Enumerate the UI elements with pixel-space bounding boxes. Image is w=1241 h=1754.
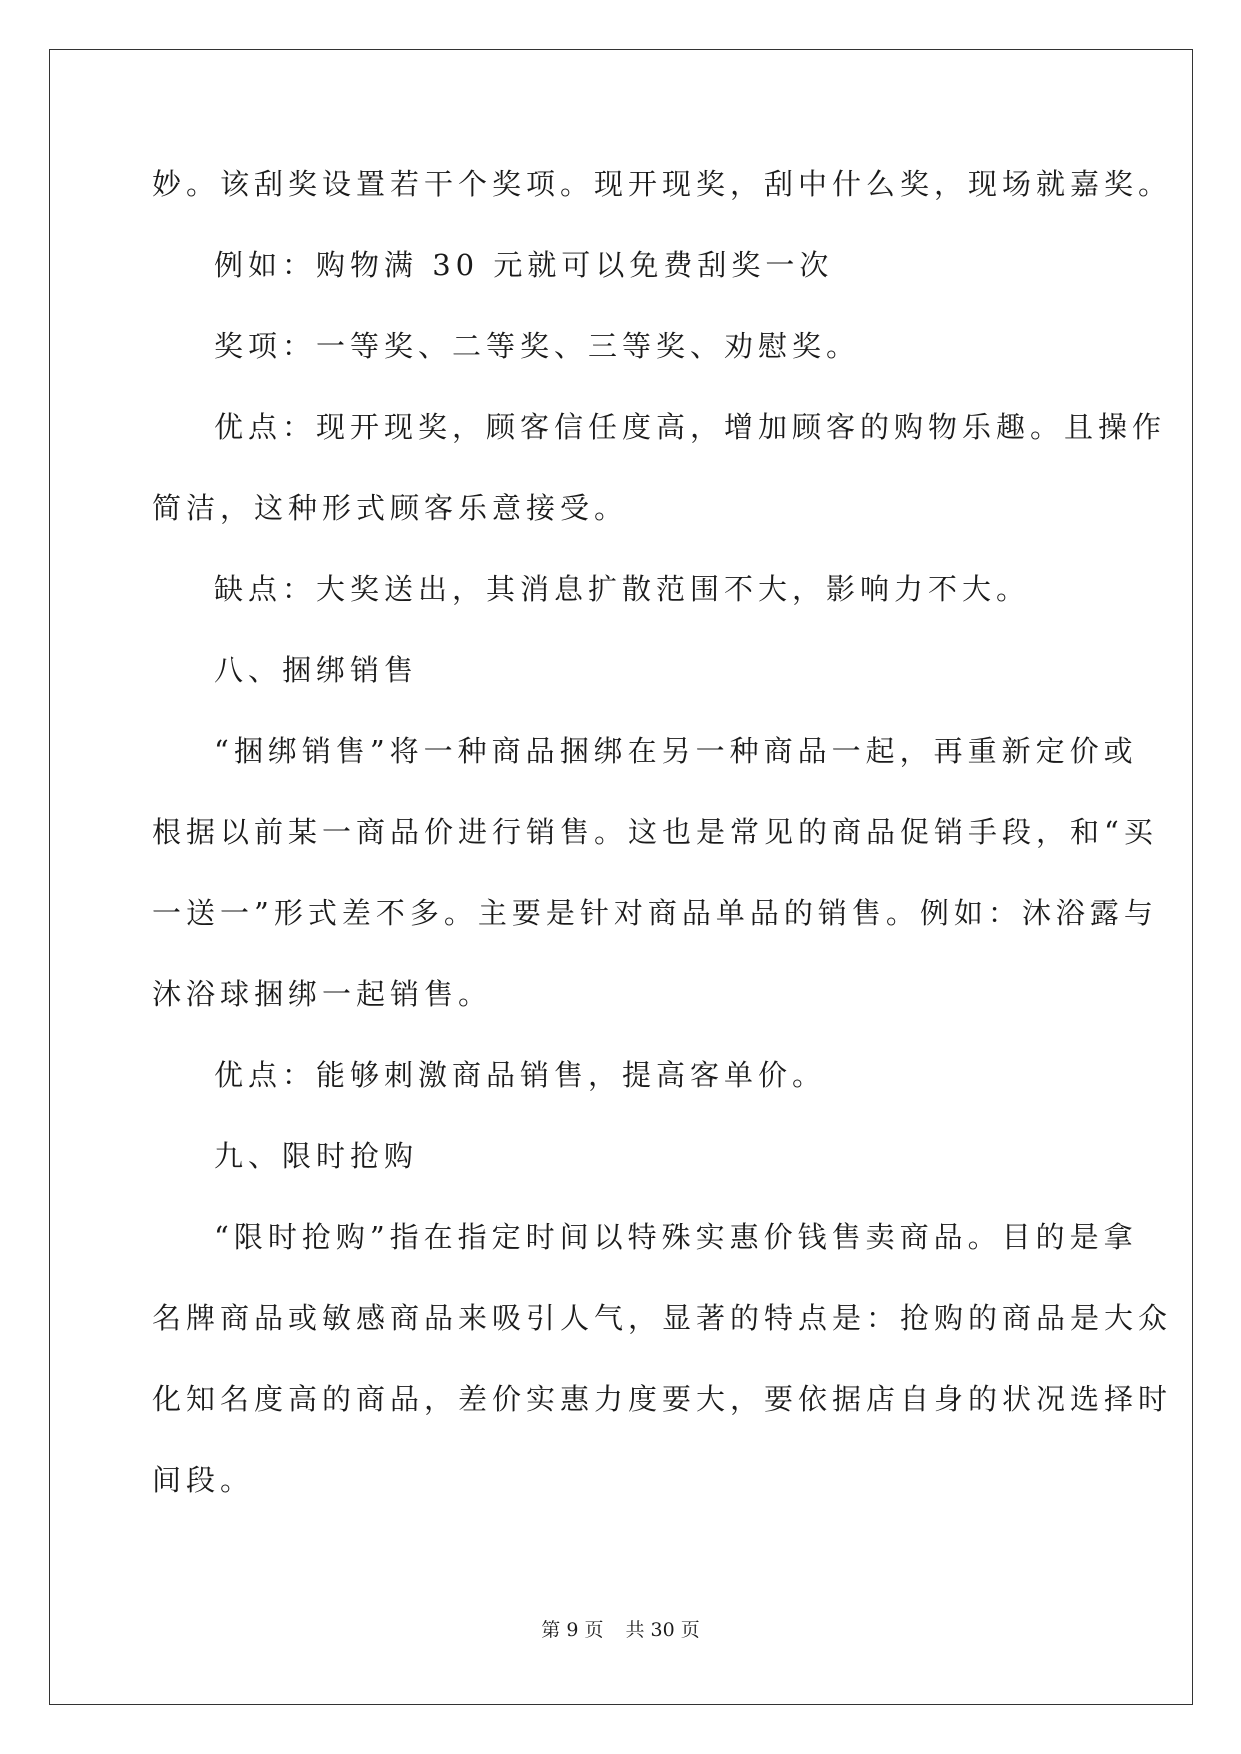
paragraph-line: 间段。 xyxy=(152,1463,255,1497)
section-heading: 八、捆绑销售 xyxy=(214,653,419,687)
paragraph-line: 优点：能够刺激商品销售，提高客单价。 xyxy=(214,1058,827,1092)
paragraph-line: 名牌商品或敏感商品来吸引人气，显著的特点是：抢购的商品是大众 xyxy=(152,1301,1173,1335)
paragraph-line: “捆绑销售”将一种商品捆绑在另一种商品一起，再重新定价或 xyxy=(214,734,1138,768)
paragraph-line: 化知名度高的商品，差价实惠力度要大，要依据店自身的状况选择时 xyxy=(152,1382,1173,1416)
page-number-current: 第 9 页 xyxy=(541,1619,604,1641)
paragraph-line: 简洁，这种形式顾客乐意接受。 xyxy=(152,491,629,525)
paragraph-line: 一送一”形式差不多。主要是针对商品单品的销售。例如：沐浴露与 xyxy=(152,896,1158,930)
page-number-total: 共 30 页 xyxy=(625,1619,700,1641)
paragraph-line: 缺点：大奖送出，其消息扩散范围不大，影响力不大。 xyxy=(214,572,1031,606)
paragraph-line: 奖项：一等奖、二等奖、三等奖、劝慰奖。 xyxy=(214,329,861,363)
paragraph-line: 妙。该刮奖设置若干个奖项。现开现奖，刮中什么奖，现场就嘉奖。 xyxy=(152,167,1173,201)
paragraph-line: “限时抢购”指在指定时间以特殊实惠价钱售卖商品。目的是拿 xyxy=(214,1220,1138,1254)
paragraph-line: 根据以前某一商品价进行销售。这也是常见的商品促销手段，和“买 xyxy=(152,815,1158,849)
section-heading: 九、限时抢购 xyxy=(214,1139,419,1173)
document-body xyxy=(152,160,1173,1537)
paragraph-line: 沐浴球捆绑一起销售。 xyxy=(152,977,493,1011)
paragraph-line: 优点：现开现奖，顾客信任度高，增加顾客的购物乐趣。且操作 xyxy=(214,410,1167,444)
page-footer xyxy=(0,1618,1241,1642)
paragraph-line: 例如：购物满 30 元就可以免费刮奖一次 xyxy=(214,248,834,282)
